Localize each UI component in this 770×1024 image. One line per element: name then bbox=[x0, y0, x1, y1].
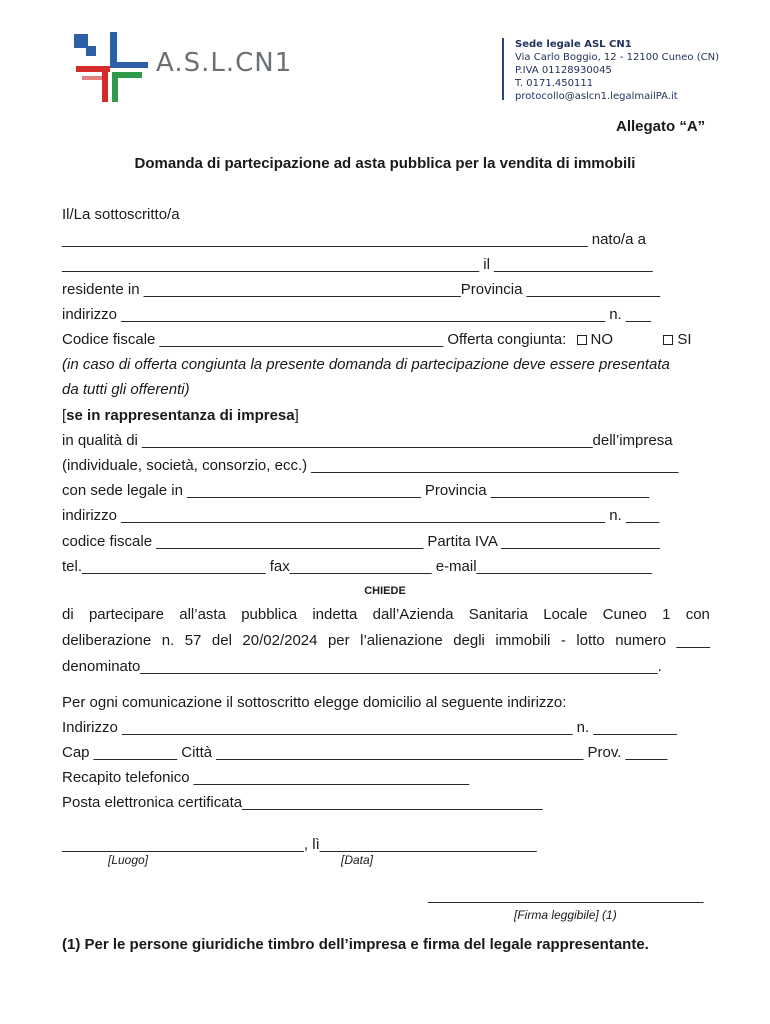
office-email: protocollo@aslcn1.legalmailPA.it bbox=[515, 91, 678, 102]
line-nato: _______________________________________________________________ nato/a a bbox=[62, 231, 646, 248]
paragraph-word: Sanitaria bbox=[468, 606, 528, 623]
rappresentanza-heading bbox=[62, 407, 299, 424]
data-caption: [Data] bbox=[341, 853, 374, 867]
line-indirizzo-impresa: indirizzo __________________________________________________________ n. ____ bbox=[62, 507, 660, 524]
codice-fiscale-label: Codice fiscale __________________________________ Offerta congiunta: bbox=[62, 331, 567, 348]
paragraph-word: 57 bbox=[184, 632, 202, 649]
office-vat: P.IVA 01128930045 bbox=[515, 65, 612, 76]
line-contatti: tel.______________________ fax_________________ e-mail_____________________ bbox=[62, 558, 652, 575]
paragraph-word: degli bbox=[453, 632, 485, 649]
paragraph-word: l’alienazione bbox=[360, 632, 443, 649]
paragraph-word: 20/02/2024 bbox=[242, 632, 318, 649]
office-address: Via Carlo Boggio, 12 - 12100 Cuneo (CN) bbox=[515, 52, 719, 63]
paragraph-word: con bbox=[685, 606, 710, 623]
logo-text: A.S.L.CN1 bbox=[156, 48, 293, 78]
paragraph-line-1 bbox=[62, 606, 710, 623]
office-phone: T. 0171.450111 bbox=[515, 78, 594, 89]
header-office-info bbox=[515, 38, 719, 103]
office-title: Sede legale ASL CN1 bbox=[515, 39, 632, 50]
paragraph-word: all’asta bbox=[179, 606, 226, 623]
header-divider bbox=[502, 38, 504, 100]
paragraph-word: - bbox=[560, 632, 566, 649]
rappresentanza-label: se in rappresentanza di impresa bbox=[66, 407, 295, 424]
paragraph-word: lotto bbox=[576, 632, 605, 649]
line-qualita: in qualità di ______________________________________________________dell’impresa bbox=[62, 432, 673, 449]
paragraph-word: del bbox=[211, 632, 232, 649]
option-no-label: NO bbox=[590, 331, 613, 348]
option-si-label: SI bbox=[677, 331, 692, 348]
line-recapito: Recapito telefonico _________________________________ bbox=[62, 769, 470, 786]
paragraph-word: partecipare bbox=[88, 606, 164, 623]
line-domicilio: Per ogni comunicazione il sottoscritto elegge domicilio al seguente indirizzo: bbox=[62, 694, 567, 711]
bracket-close: ] bbox=[294, 407, 299, 424]
bracket-open: [ bbox=[62, 407, 67, 424]
paragraph-word: n. bbox=[161, 632, 175, 649]
line-sottoscritto: Il/La sottoscritto/a bbox=[62, 206, 180, 223]
paragraph-word: indetta bbox=[312, 606, 358, 623]
checkbox-no[interactable] bbox=[577, 335, 587, 345]
paragraph-word: ____ bbox=[676, 632, 710, 649]
line-tipo-impresa: (individuale, società, consorzio, ecc.) ____________________________________________ bbox=[62, 457, 679, 474]
paragraph-word: per bbox=[327, 632, 350, 649]
footnote: (1) Per le persone giuridiche timbro dell’impresa e firma del legale rappresentante. bbox=[62, 936, 649, 953]
paragraph-word: Cuneo bbox=[602, 606, 647, 623]
line-residente: residente in ______________________________________Provincia ________________ bbox=[62, 281, 661, 298]
paragraph-word: deliberazione bbox=[62, 632, 152, 649]
line-pec: Posta elettronica certificata____________________________________ bbox=[62, 794, 543, 811]
chiede-heading: CHIEDE bbox=[364, 585, 406, 597]
line-luogo-data: _____________________________, lì__________________________ bbox=[62, 836, 537, 853]
note-offerta-1: (in caso di offerta congiunta la presente domanda di partecipazione deve essere presentata bbox=[62, 356, 670, 373]
line-codice-fiscale-impresa: codice fiscale ________________________________ Partita IVA ___________________ bbox=[62, 533, 660, 550]
line-denominato: denominato______________________________________________________________. bbox=[62, 658, 662, 675]
firma-caption: [Firma leggibile] (1) bbox=[514, 908, 617, 922]
line-codice-fiscale bbox=[62, 331, 692, 348]
document-title: Domanda di partecipazione ad asta pubblica per la vendita di immobili bbox=[134, 155, 636, 172]
paragraph-line-2 bbox=[62, 632, 710, 649]
firma-line: _________________________________ bbox=[428, 887, 704, 904]
line-sede-legale: con sede legale in ____________________________ Provincia ___________________ bbox=[62, 482, 650, 499]
line-cap-citta: Cap __________ Città ____________________________________________ Prov. _____ bbox=[62, 744, 668, 761]
note-offerta-2: da tutti gli offerenti) bbox=[62, 381, 190, 398]
paragraph-word: immobili bbox=[495, 632, 551, 649]
paragraph-word: di bbox=[62, 606, 74, 623]
paragraph-word: 1 bbox=[662, 606, 671, 623]
asl-cn1-logo-icon bbox=[72, 32, 148, 102]
line-indirizzo-domicilio: Indirizzo ______________________________________________________ n. __________ bbox=[62, 719, 677, 736]
allegato-label: Allegato “A” bbox=[616, 118, 706, 135]
paragraph-word: dall’Azienda bbox=[372, 606, 454, 623]
line-indirizzo: indirizzo __________________________________________________________ n. ___ bbox=[62, 306, 651, 323]
luogo-caption: [Luogo] bbox=[108, 853, 149, 867]
paragraph-word: pubblica bbox=[241, 606, 298, 623]
checkbox-si[interactable] bbox=[663, 335, 673, 345]
paragraph-word: Locale bbox=[543, 606, 588, 623]
line-il: __________________________________________________ il ___________________ bbox=[62, 256, 653, 273]
paragraph-word: numero bbox=[615, 632, 667, 649]
